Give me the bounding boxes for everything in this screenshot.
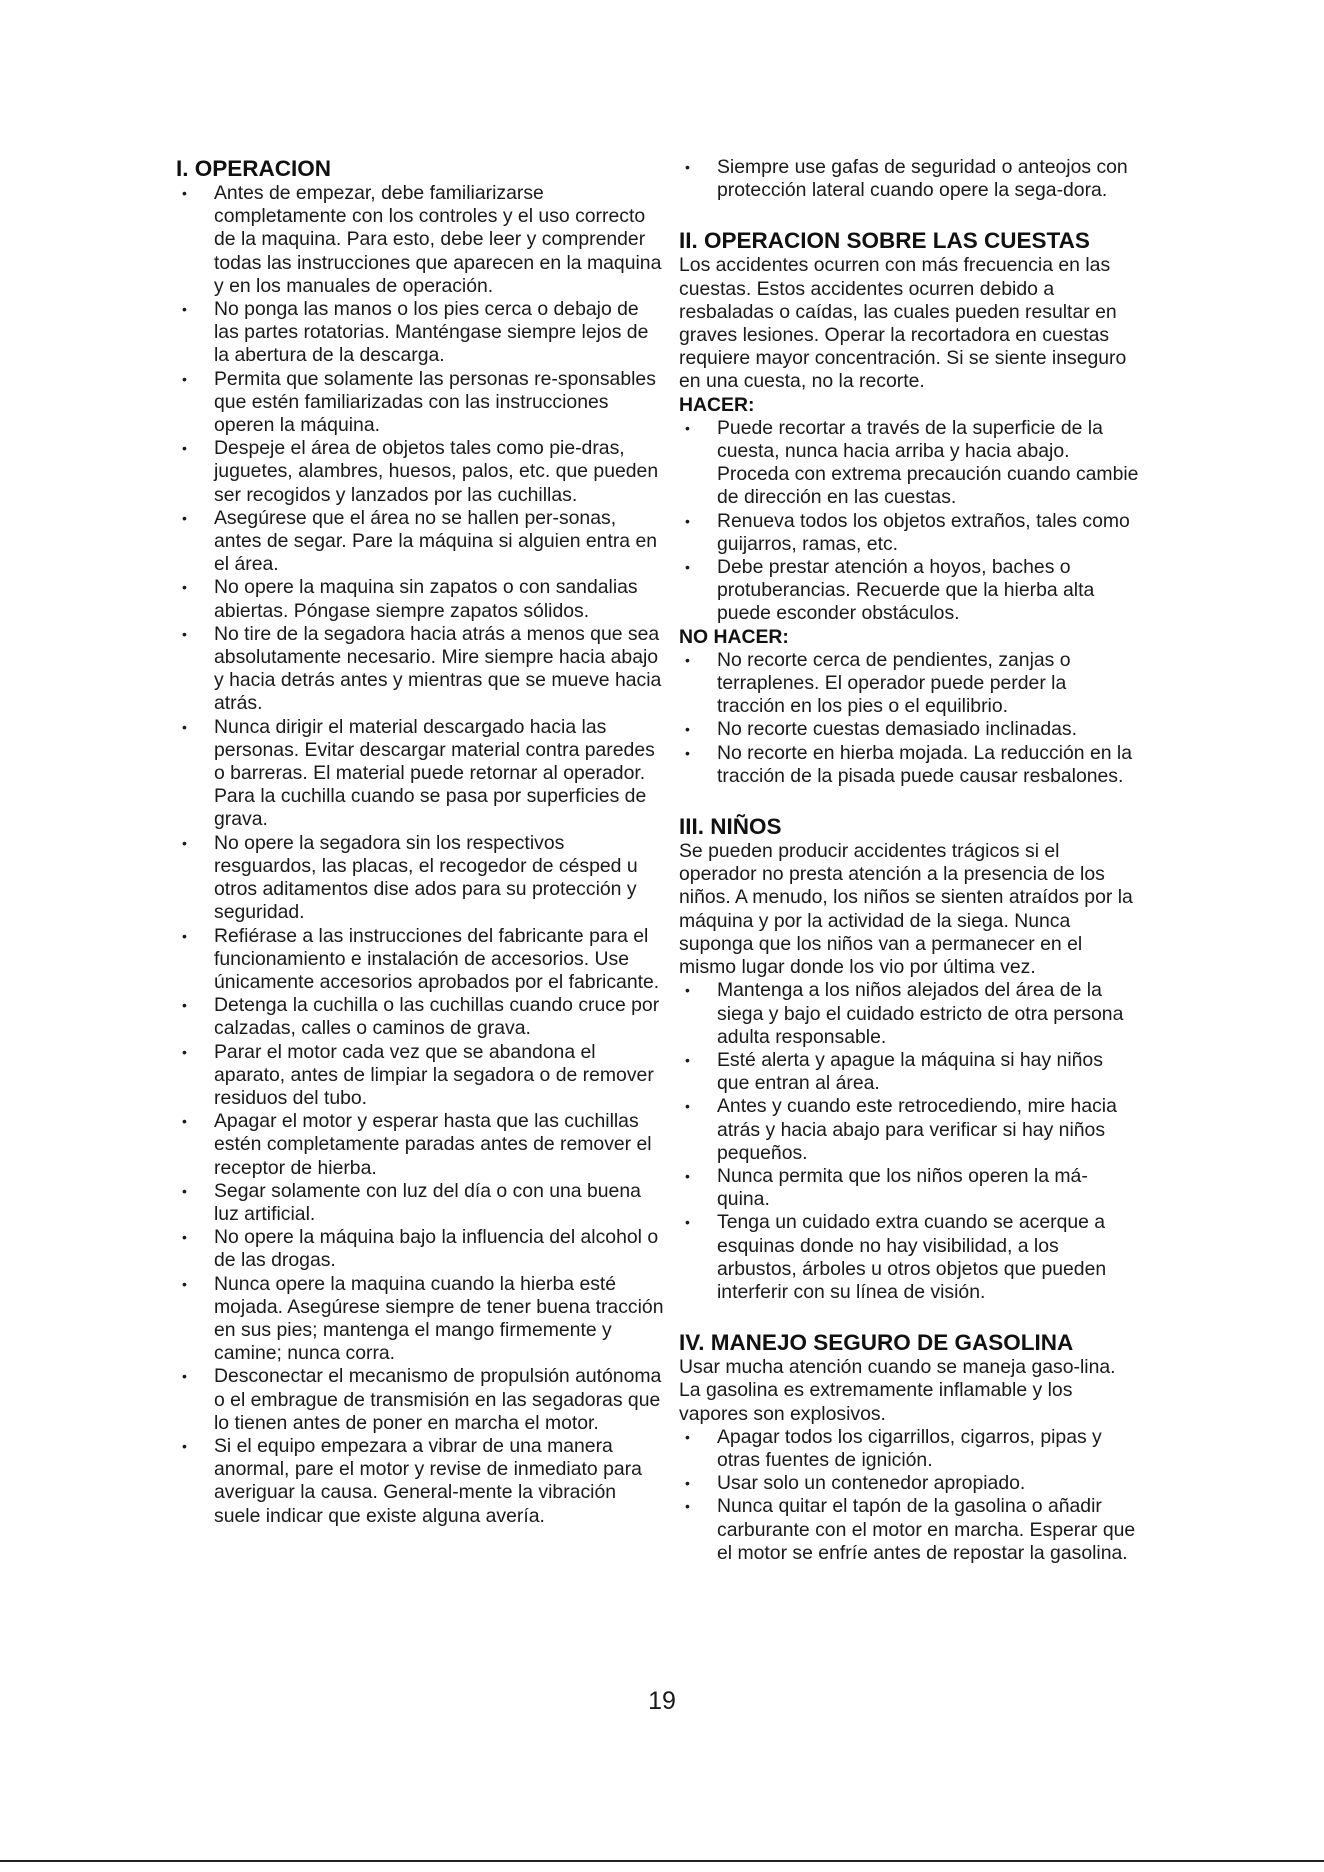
no-hacer-list — [679, 649, 1139, 788]
list-item: • Nunca opere la maquina cuando la hierba esté mojada. Asegúrese siempre de tener buena tracción en sus pies; mantenga el mango firmemente y camine; nunca corra. — [176, 1273, 664, 1366]
right-column — [679, 156, 1139, 1565]
list-item: • Nunca quitar el tapón de la gasolina o añadir carburante con el motor en marcha. Esperar que el motor se enfríe antes de repostar la gasolina. — [679, 1495, 1139, 1565]
list-item: • Nunca permita que los niños operen la má-quina. — [679, 1165, 1139, 1211]
section-heading-gasolina: IV. MANEJO SEGURO DE GASOLINA — [679, 1330, 1074, 1356]
list-item: • Tenga un cuidado extra cuando se acerque a esquinas donde no hay visibilidad, a los arbustos, árboles u otros objetos que pueden interferir con su línea de visión. — [679, 1211, 1139, 1304]
list-item: • No opere la segadora sin los respectivos resguardos, las placas, el recogedor de césped u otros aditamentos dise ados para su protección y seguridad. — [176, 832, 664, 925]
list-item: • Usar solo un contenedor apropiado. — [679, 1472, 1139, 1495]
goggles-list — [679, 156, 1139, 202]
ninos-intro: Se pueden producir accidentes trágicos si el operador no presta atención a la presencia de los niños. A menudo, los niños se sienten atraídos por la máquina y por la actividad de la siega. Nunca suponga que los niños van a permanecer en el mismo lugar donde los vio por última vez. — [679, 840, 1133, 979]
list-item: • Siempre use gafas de seguridad o anteojos con protección lateral cuando opere la sega-dora. — [679, 156, 1139, 202]
no-hacer-heading: NO HACER: — [679, 625, 789, 648]
list-item: • Debe prestar atención a hoyos, baches o protuberancias. Recuerde que la hierba alta puede esconder obstáculos. — [679, 556, 1139, 626]
section-heading-operacion: I. OPERACION — [176, 156, 332, 181]
section-heading-ninos: III. NIÑOS — [679, 814, 782, 840]
operacion-list — [176, 182, 664, 1528]
list-item: • Si el equipo empezara a vibrar de una manera anormal, pare el motor y revise de inmediato para averiguar la causa. General-mente la vibración suele indicar que existe alguna avería. — [176, 1435, 664, 1528]
list-item: • Puede recortar a través de la superficie de la cuesta, nunca hacia arriba y hacia abajo. Proceda con extrema precaución cuando cambie de dirección en las cuestas. — [679, 417, 1139, 510]
list-item: • Despeje el área de objetos tales como pie-dras, juguetes, alambres, huesos, palos, etc. que pueden ser recogidos y lanzados por las cuchillas. — [176, 437, 664, 507]
list-item: • Permita que solamente las personas re-sponsables que estén familiarizadas con las instrucciones operen la máquina. — [176, 368, 664, 438]
hacer-list — [679, 417, 1139, 626]
list-item: • Desconectar el mecanismo de propulsión autónoma o el embrague de transmisión en las segadoras que lo tienen antes de poner en marcha el motor. — [176, 1365, 664, 1435]
list-item: • Antes y cuando este retrocediendo, mire hacia atrás y hacia abajo para verificar si hay niños pequeños. — [679, 1095, 1139, 1165]
list-item: • No recorte cerca de pendientes, zanjas o terraplenes. El operador puede perder la tracción en los pies o el equilibrio. — [679, 649, 1139, 719]
cuestas-intro: Los accidentes ocurren con más frecuencia en las cuestas. Estos accidentes ocurren debido a resbaladas o caídas, las cuales pueden resultar en graves lesiones. Operar la recortadora en cuestas requiere mayor concentración. Si se siente inseguro en una cuesta, no la recorte. — [679, 254, 1127, 393]
list-item: • Parar el motor cada vez que se abandona el aparato, antes de limpiar la segadora o de remover residuos del tubo. — [176, 1041, 664, 1111]
section-spacer — [679, 202, 1139, 228]
ninos-list — [679, 979, 1139, 1304]
gasolina-list — [679, 1426, 1139, 1565]
list-item: • Nunca dirigir el material descargado hacia las personas. Evitar descargar material contra paredes o barreras. El material puede retornar al operador. Para la cuchilla cuando se pasa por superficies de grava. — [176, 716, 664, 832]
hacer-heading: HACER: — [679, 393, 755, 416]
section-heading-cuestas: II. OPERACION SOBRE LAS CUESTAS — [679, 228, 1090, 254]
list-item: • Segar solamente con luz del día o con una buena luz artificial. — [176, 1180, 664, 1226]
list-item: • No opere la máquina bajo la influencia del alcohol o de las drogas. — [176, 1226, 664, 1272]
list-item: • Apagar el motor y esperar hasta que las cuchillas estén completamente paradas antes de remover el receptor de hierba. — [176, 1110, 664, 1180]
list-item: • No tire de la segadora hacia atrás a menos que sea absolutamente necesario. Mire siempre hacia abajo y hacia detrás antes y mientras que se mueve hacia atrás. — [176, 623, 664, 716]
list-item: • Refiérase a las instrucciones del fabricante para el funcionamiento e instalación de accesorios. Use únicamente accesorios aprobados por el fabricante. — [176, 925, 664, 995]
list-item: • Apagar todos los cigarrillos, cigarros, pipas y otras fuentes de ignición. — [679, 1426, 1139, 1472]
list-item: • Antes de empezar, debe familiarizarse completamente con los controles y el uso correcto de la maquina. Para esto, debe leer y comprender todas las instrucciones que aparecen en la maquina y en los manuales de operación. — [176, 182, 664, 298]
section-spacer — [679, 1304, 1139, 1330]
list-item: • Detenga la cuchilla o las cuchillas cuando cruce por calzadas, calles o caminos de grava. — [176, 994, 664, 1040]
list-item: • No recorte en hierba mojada. La reducción en la tracción de la pisada puede causar resbalones. — [679, 742, 1139, 788]
list-item: • No opere la maquina sin zapatos o con sandalias abiertas. Póngase siempre zapatos sólidos. — [176, 576, 664, 622]
list-item: • Esté alerta y apague la máquina si hay niños que entran al área. — [679, 1049, 1139, 1095]
list-item: • Mantenga a los niños alejados del área de la siega y bajo el cuidado estricto de otra persona adulta responsable. — [679, 979, 1139, 1049]
gasolina-intro: Usar mucha atención cuando se maneja gaso-lina. La gasolina es extremamente inflamable y los vapores son explosivos. — [679, 1356, 1116, 1425]
section-spacer — [679, 788, 1139, 814]
list-item: • No ponga las manos o los pies cerca o debajo de las partes rotatorias. Manténgase siempre lejos de la abertura de la descarga. — [176, 298, 664, 368]
page-number: 19 — [648, 1687, 676, 1715]
list-item: • Renueva todos los objetos extraños, tales como guijarros, ramas, etc. — [679, 510, 1139, 556]
bottom-rule — [0, 1860, 1324, 1862]
list-item: • Asegúrese que el área no se hallen per-sonas, antes de segar. Pare la máquina si alguien entra en el área. — [176, 507, 664, 577]
list-item: • No recorte cuestas demasiado inclinadas. — [679, 718, 1139, 741]
left-column — [176, 156, 664, 1528]
